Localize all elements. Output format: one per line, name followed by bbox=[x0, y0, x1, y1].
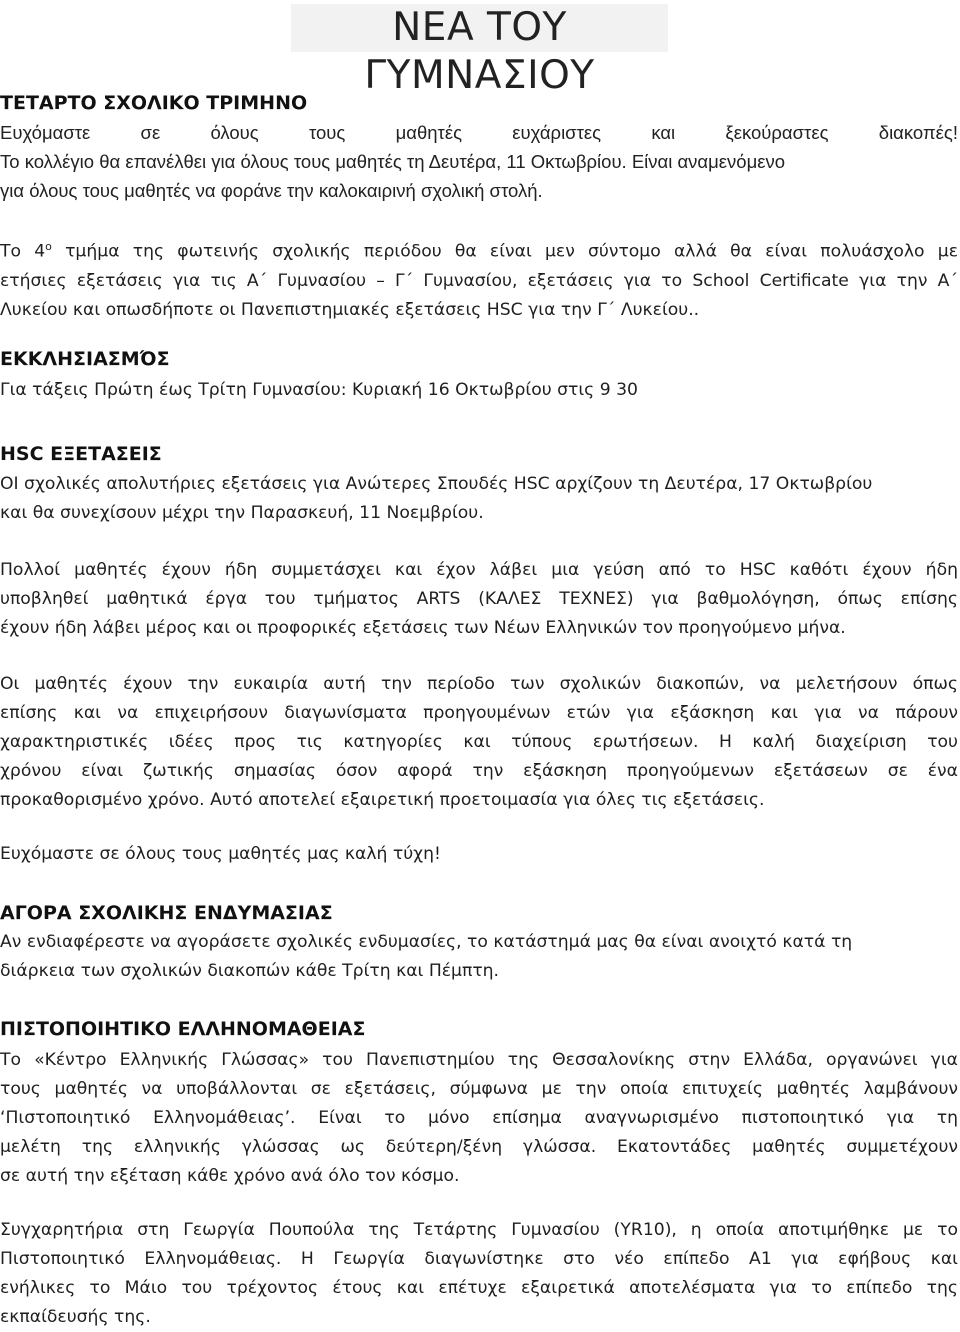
hsc-paragraph-2 bbox=[0, 556, 958, 643]
church-paragraph bbox=[0, 376, 958, 405]
uniform-shop-paragraph bbox=[0, 928, 958, 986]
hsc-paragraph-1 bbox=[0, 470, 958, 528]
fourth-term-paragraph-2 bbox=[0, 232, 958, 325]
page-title: ΝΕΑ ΤΟΥ ΓΥΜΝΑΣΙΟΥ bbox=[291, 4, 668, 52]
text-line: ‘Πιστοποιητικό Ελληνομάθειας’. Είναι το μόνο επίσημα αναγνωρισμένο πιστοποιητικό για τη bbox=[0, 1108, 958, 1128]
text-line: προκαθορισμένο χρόνο. Αυτό αποτελεί εξαιρετική προετοιμασία για όλες τις εξετάσεις. bbox=[0, 790, 765, 810]
text-line: Πιστοποιητικό Ελληνομάθειας. Η Γεωργία διαγωνίστηκε στο νέο επίπεδο Α1 για εφήβους και bbox=[0, 1249, 958, 1269]
certificate-paragraph-2 bbox=[0, 1216, 958, 1332]
text-line: τους μαθητές να υποβάλλονται σε εξετάσεις, σύμφωνα με την οποία επιτυχείς μαθητές λαμβάνουν bbox=[0, 1079, 958, 1099]
ordinal-superscript: ο bbox=[45, 240, 52, 253]
text-line: Ευχόμαστε σε όλους τους μαθητές ευχάριστες και ξεκούραστες διακοπές! bbox=[0, 122, 958, 143]
text-line: ΟΙ σχολικές απολυτήριες εξετάσεις για Ανώτερες Σπουδές HSC αρχίζουν τη Δευτέρα, 17 Οκτωβρίου bbox=[0, 474, 873, 494]
text-line: επίσης και να επιχειρήσουν διαγωνίσματα προηγουμένων ετών για εξάσκηση και για να πάρουν bbox=[0, 703, 958, 723]
text-line bbox=[0, 232, 958, 267]
section-heading-greek-certificate: ΠΙΣΤΟΠΟΙΗΤΙΚΟ ΕΛΛΗΝΟΜΑΘΕΙΑΣ bbox=[0, 1018, 366, 1040]
text-fragment: τμήμα της φωτεινής σχολικής περιόδου θα είναι μεν σύντομο αλλά θα είναι πολυάσχολο με bbox=[51, 241, 958, 262]
text-line: διάρκεια των σχολικών διακοπών κάθε Τρίτη και Πέμπτη. bbox=[0, 961, 500, 981]
text-line: για όλους τους μαθητές να φοράνε την καλοκαιρινή σχολική στολή. bbox=[0, 180, 543, 201]
text-line: Το «Κέντρο Ελληνικής Γλώσσας» του Πανεπιστημίου της Θεσσαλονίκης στην Ελλάδα, οργανώνει για bbox=[0, 1050, 958, 1070]
text-fragment: Το 4 bbox=[0, 241, 46, 262]
section-heading-fourth-term: ΤΕΤΑΡΤΟ ΣΧΟΛΙΚΟ ΤΡΙΜΗΝΟ bbox=[0, 92, 308, 114]
fourth-term-paragraph-1 bbox=[0, 118, 958, 205]
text-line: και θα συνεχίσουν μέχρι την Παρασκευή, 11 Νοεμβρίου. bbox=[0, 503, 484, 523]
certificate-paragraph-1 bbox=[0, 1046, 958, 1191]
text-line: Λυκείου και οπωσδήποτε οι Πανεπιστημιακές εξετάσεις HSC για την Γ΄ Λυκείου.. bbox=[0, 299, 700, 320]
text-line: Οι μαθητές έχουν την ευκαιρία αυτή την περίοδο των σχολικών διακοπών, να μελετήσουν όπως bbox=[0, 674, 958, 694]
text-line: μελέτη της ελληνικής γλώσσας ως δεύτερη/ξένη γλώσσα. Εκατοντάδες μαθητές συμμετέχουν bbox=[0, 1137, 958, 1157]
text-line: Το κολλέγιο θα επανέλθει για όλους τους μαθητές τη Δευτέρα, 11 Οκτωβρίου. Είναι αναμενόμενο bbox=[0, 151, 786, 172]
section-heading-hsc-exams: HSC ΕΞΕΤΑΣΕΙΣ bbox=[0, 443, 162, 465]
hsc-paragraph-4 bbox=[0, 840, 958, 869]
text-line: χαρακτηριστικές ιδέες προς τις κατηγορίες και τύπους ερωτήσεων. Η καλή διαχείριση του bbox=[0, 732, 958, 752]
section-heading-church: ΕΚΚΛΗΣΙΑΣΜΌΣ bbox=[0, 348, 170, 370]
section-heading-uniform-shop: ΑΓΟΡΑ ΣΧΟΛΙΚΗΣ ΕΝΔΥΜΑΣΙΑΣ bbox=[0, 902, 333, 924]
text-line: υποβληθεί μαθητικά έργα του τμήματος ARTS (ΚΑΛΕΣ ΤΕΧΝΕΣ) για βαθμολόγηση, όπως επίσης bbox=[0, 589, 958, 609]
text-line: εκπαίδευσής της. bbox=[0, 1307, 151, 1327]
hsc-paragraph-3 bbox=[0, 670, 958, 815]
text-line: Ευχόμαστε σε όλους τους μαθητές μας καλή τύχη! bbox=[0, 844, 441, 864]
text-line: ετήσιες εξετάσεις για τις Α΄ Γυμνασίου – Γ΄ Γυμνασίου, εξετάσεις για το School Certificate για την Α΄ bbox=[0, 270, 958, 291]
text-line: Συγχαρητήρια στη Γεωργία Πουπούλα της Τετάρτης Γυμνασίου (YR10), η οποία αποτιμήθηκε με το bbox=[0, 1220, 958, 1240]
text-line: χρόνου είναι ζωτικής σημασίας όσον αφορά την εξάσκηση προηγούμενων εξετάσεων σε ένα bbox=[0, 761, 958, 781]
text-line: Πολλοί μαθητές έχουν ήδη συμμετάσχει και έχον λάβει μια γεύση από το HSC καθότι έχουν ήδη bbox=[0, 560, 958, 580]
text-line: Για τάξεις Πρώτη έως Τρίτη Γυμνασίου: Κυριακή 16 Οκτωβρίου στις 9 30 bbox=[0, 380, 638, 400]
text-line: ενήλικες το Μάιο του τρέχοντος έτους και επέτυχε εξαιρετικά αποτελέσματα για το επίπεδο της bbox=[0, 1278, 958, 1298]
text-line: έχουν ήδη λάβει μέρος και οι προφορικές εξετάσεις των Νέων Ελληνικών τον προηγούμενο μήνα. bbox=[0, 618, 846, 638]
text-line: σε αυτή την εξέταση κάθε χρόνο ανά όλο τον κόσμο. bbox=[0, 1166, 460, 1186]
text-line: Αν ενδιαφέρεστε να αγοράσετε σχολικές ενδυμασίες, το κατάστημά μας θα είναι ανοιχτό κατά τη bbox=[0, 932, 853, 952]
